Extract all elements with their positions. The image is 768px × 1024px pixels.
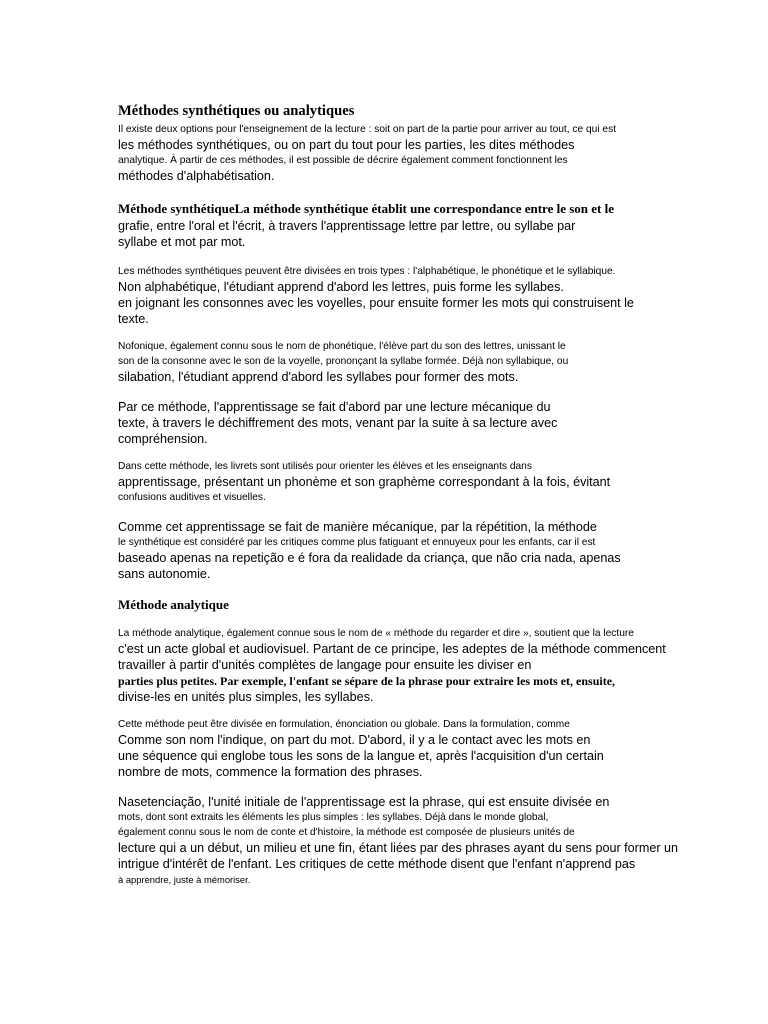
phonic-line: son de la consonne avec le son de la voyelle, prononçant la syllabe formée. Déjà non syllabique, ou <box>118 356 569 367</box>
intro-paragraph <box>118 122 678 184</box>
booklets-line: Dans cette méthode, les livrets sont utilisés pour orienter les élèves et les enseignants dans <box>118 461 532 472</box>
analytic-line: divise-les en unités plus simples, les syllabes. <box>118 690 374 704</box>
analytic-line: parties plus petites. Par exemple, l'enfant se sépare de la phrase pour extraire les mots et, ensuite, <box>118 674 616 688</box>
mechanical-line: texte, à travers le déchiffrement des mots, venant par la suite à sa lecture avec <box>118 416 558 430</box>
division-paragraph <box>118 717 678 780</box>
analytic-line: La méthode analytique, également connue sous le nom de « méthode du regarder et dire », soutient que la lecture <box>118 628 634 639</box>
analytic-heading: Méthode analytique <box>118 597 229 612</box>
booklets-line: confusions auditives et visuelles. <box>118 492 266 503</box>
synthetic-line: grafie, entre l'oral et l'écrit, à travers l'apprentissage lettre par lettre, ou syllabe par <box>118 219 576 233</box>
sentence-line: mots, dont sont extraits les éléments les plus simples : les syllabes. Déjà dans le monde global, <box>118 812 549 823</box>
booklets-paragraph <box>118 459 678 505</box>
types-line: texte. <box>118 312 149 326</box>
division-line: nombre de mots, commence la formation des phrases. <box>118 765 423 779</box>
division-line: Comme son nom l'indique, on part du mot. D'abord, il y a le contact avec les mots en <box>118 733 591 747</box>
synthetic-method-section <box>118 200 678 250</box>
critics-line: baseado apenas na repetição e é fora da realidade da criança, que não cria nada, apenas <box>118 551 621 565</box>
booklets-line: apprentissage, présentant un phonème et son graphème correspondant à la fois, évitant <box>118 475 611 489</box>
phonic-line: silabation, l'étudiant apprend d'abord les syllabes pour former des mots. <box>118 370 519 384</box>
critics-line: sans autonomie. <box>118 567 211 581</box>
analytic-paragraph <box>118 626 678 705</box>
mechanical-line: Par ce méthode, l'apprentissage se fait d'abord par une lecture mécanique du <box>118 400 551 414</box>
intro-line: les méthodes synthétiques, ou on part du tout pour les parties, les dites méthodes <box>118 138 575 152</box>
intro-line: Il existe deux options pour l'enseignement de la lecture : soit on part de la partie pour arriver au tout, ce qui est <box>118 124 617 135</box>
division-line: une séquence qui englobe tous les sons de la langue et, après l'acquisition d'un certain <box>118 749 604 763</box>
sentence-line: Nasetenciação, l'unité initiale de l'apprentissage est la phrase, qui est ensuite divisée en <box>118 795 610 809</box>
sentence-line: également connu sous le nom de conte et d'histoire, la méthode est composée de plusieurs unités de <box>118 827 575 838</box>
sentence-line: lecture qui a un début, un milieu et une fin, étant liées par des phrases ayant du sens pour former un <box>118 841 679 855</box>
analytic-line: travailler à partir d'unités complètes de langage pour ensuite les diviser en <box>118 658 532 672</box>
sentence-line: à apprendre, juste à mémoriser. <box>118 874 251 885</box>
types-line: en joignant les consonnes avec les voyelles, pour ensuite former les mots qui construisent le <box>118 296 634 310</box>
sentence-line: intrigue d'intérêt de l'enfant. Les critiques de cette méthode disent que l'enfant n'apprend pas <box>118 857 636 871</box>
critics-line: le synthétique est considéré par les critiques comme plus fatiguant et ennuyeux pour les enfants, car il est <box>118 537 596 548</box>
synthetic-line: syllabe et mot par mot. <box>118 235 246 249</box>
synthetic-heading-line: Méthode synthétiqueLa méthode synthétique établit une correspondance entre le son et le <box>118 201 615 216</box>
critics-line: Comme cet apprentissage se fait de manière mécanique, par la répétition, la méthode <box>118 520 597 534</box>
synthetic-types-paragraph <box>118 264 678 327</box>
division-line: Cette méthode peut être divisée en formulation, énonciation ou globale. Dans la formulation, comme <box>118 719 570 730</box>
intro-line: analytique. À partir de ces méthodes, il est possible de décrire également comment fonctionnent les <box>118 155 568 166</box>
critics-paragraph <box>118 519 678 582</box>
document-title: Méthodes synthétiques ou analytiques <box>118 103 355 119</box>
types-line: Non alphabétique, l'étudiant apprend d'abord les lettres, puis forme les syllabes. <box>118 280 564 294</box>
phonic-paragraph <box>118 339 678 385</box>
phonic-line: Nofonique, également connu sous le nom de phonétique, l'élève part du son des lettres, unissant le <box>118 341 566 352</box>
sentence-paragraph <box>118 794 678 887</box>
mechanical-line: compréhension. <box>118 432 208 446</box>
intro-line: méthodes d'alphabétisation. <box>118 169 275 183</box>
document-page <box>118 102 678 887</box>
mechanical-paragraph <box>118 399 678 447</box>
types-line: Les méthodes synthétiques peuvent être divisées en trois types : l'alphabétique, le phonétique et le syllabique. <box>118 266 616 277</box>
analytic-line: c'est un acte global et audiovisuel. Partant de ce principe, les adeptes de la méthode commencent <box>118 642 666 656</box>
